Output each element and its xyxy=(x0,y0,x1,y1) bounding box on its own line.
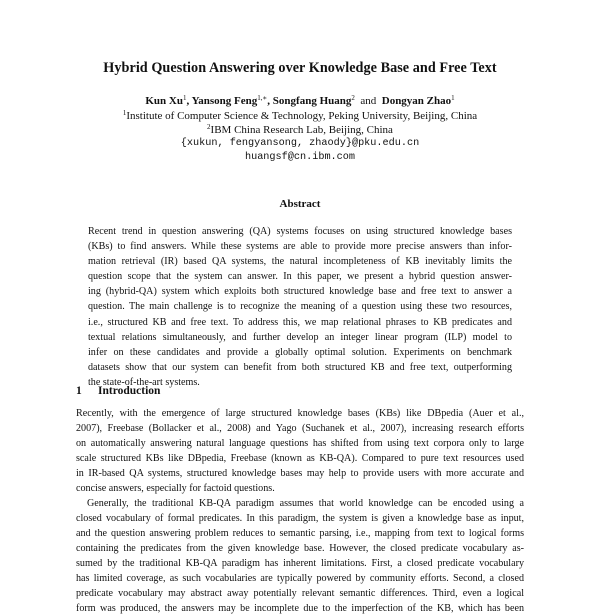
abstract-line: the state-of-the-art systems. xyxy=(88,376,200,388)
body-line: scale structured KBs like DBpedia, Freebase (known as KB-QA). Compared to pure text resources used xyxy=(76,453,524,464)
author-affil-mark: 1,∗ xyxy=(257,94,268,102)
abstract-line: question scope that the system can answer. In this paper, we present a hybrid question answer- xyxy=(88,271,512,283)
author-line: Kun Xu$^1$, Yansong Feng$^{1,∗}$, Songfang Huang$^2$ and Dongyan Zhao$^1$ xyxy=(145,94,455,107)
abstract-body xyxy=(88,224,512,390)
abstract-line: i.e., structured KB and free text. To address this, we map relational phrases to KB predicates and xyxy=(88,316,512,328)
body-line: predicate vocabulary may abstract away potentially relevant semantic differences. Third, even a logical xyxy=(76,588,524,599)
body-line: has limited coverage, as such vocabularies are typically powered by community efforts. Second, a closed xyxy=(76,573,524,584)
body-line: sumed by the traditional KB-QA paradigm has inherent limitations. First, a closed predicate vocabulary xyxy=(76,558,524,569)
author-name: Dongyan Zhao xyxy=(381,95,452,107)
section-number: 1 xyxy=(76,385,82,397)
intro-paragraph-1 xyxy=(76,406,524,496)
author-name: Yansong Feng xyxy=(191,95,258,107)
author-conjunction: and xyxy=(360,95,377,107)
body-line: on automatically answering natural language questions has shifted from using text corpora only to large xyxy=(76,438,524,449)
abstract-line: (KBs) to find answers. While these systems are able to provide more precise answers than infor- xyxy=(88,241,512,253)
author-affil-mark: 1 xyxy=(182,94,187,102)
section-title: Introduction xyxy=(98,385,161,397)
author-name: Songfang Huang xyxy=(272,95,352,107)
body-line: concise answers, especially for factoid questions. xyxy=(76,483,275,494)
section-heading xyxy=(76,385,160,397)
intro-paragraph-2 xyxy=(76,496,524,616)
abstract-line: Recent trend in question answering (QA) systems focuses on using structured knowledge bases xyxy=(88,226,512,237)
affiliation-1: $^1$Institute of Computer Science & Technology, Peking University, Beijing, China xyxy=(122,109,478,122)
body-line: 2007), Freebase (Bollacker et al., 2008) and Yago (Suchanek et al., 2007), increasing research efforts xyxy=(76,423,524,434)
abstract-line: ing (hybrid-QA) system which exploits both structured knowledge base and free text to answer a xyxy=(88,286,512,298)
body-line: in IR-based QA systems, structured knowledge bases may help to provide users with more accurate and xyxy=(76,468,524,479)
author-affil-mark: 1 xyxy=(451,94,455,102)
author-name: Kun Xu xyxy=(145,95,183,107)
abstract-line: datasets show that our system can benefit from both structured KB and free text, outperforming xyxy=(88,361,512,373)
abstract-line: question. The main challenge is to recognize the meaning of a question using these two resources, xyxy=(88,301,512,313)
abstract-heading: Abstract xyxy=(279,198,321,210)
body-line: form was produced, the answers may be incomplete due to the imperfection of the KB, which has been xyxy=(76,603,524,614)
author-affil-mark: 2 xyxy=(351,94,355,102)
abstract-line: infer on these candidates and provide a globally optimal solution. Experiments on benchmark xyxy=(88,346,512,358)
email-pku[interactable]: {xukun, fengyansong, zhaody}@pku.edu.cn xyxy=(180,138,420,149)
abstract-line: textual relations simultaneously, and further develop an integer linear program (ILP) model to xyxy=(88,331,512,343)
affiliation-2: $^2$IBM China Research Lab, Beijing, China xyxy=(207,123,393,136)
paper-title: Hybrid Question Answering over Knowledge Base and Free Text xyxy=(103,60,497,76)
email-ibm[interactable]: huangsf@cn.ibm.com xyxy=(244,152,356,163)
body-line: containing the predicates from the given knowledge base. However, the closed predicate vocabulary as- xyxy=(76,543,524,554)
body-line: closed vocabulary of formal predicates. In this paradigm, the system is given a knowledge base as input, xyxy=(76,513,524,524)
body-line: Recently, with the emergence of large structured knowledge bases (KBs) like DBpedia (Auer et al., xyxy=(76,408,524,419)
body-line: Generally, the traditional KB-QA paradigm assumes that world knowledge can be encoded using a xyxy=(87,498,524,509)
body-line: and the question answering problem reduces to semantic parsing, i.e., mapping from text to logical forms xyxy=(76,528,524,539)
abstract-line: mation retrieval (IR) based QA systems, the natural incompleteness of KB inevitably limits the xyxy=(88,256,512,268)
